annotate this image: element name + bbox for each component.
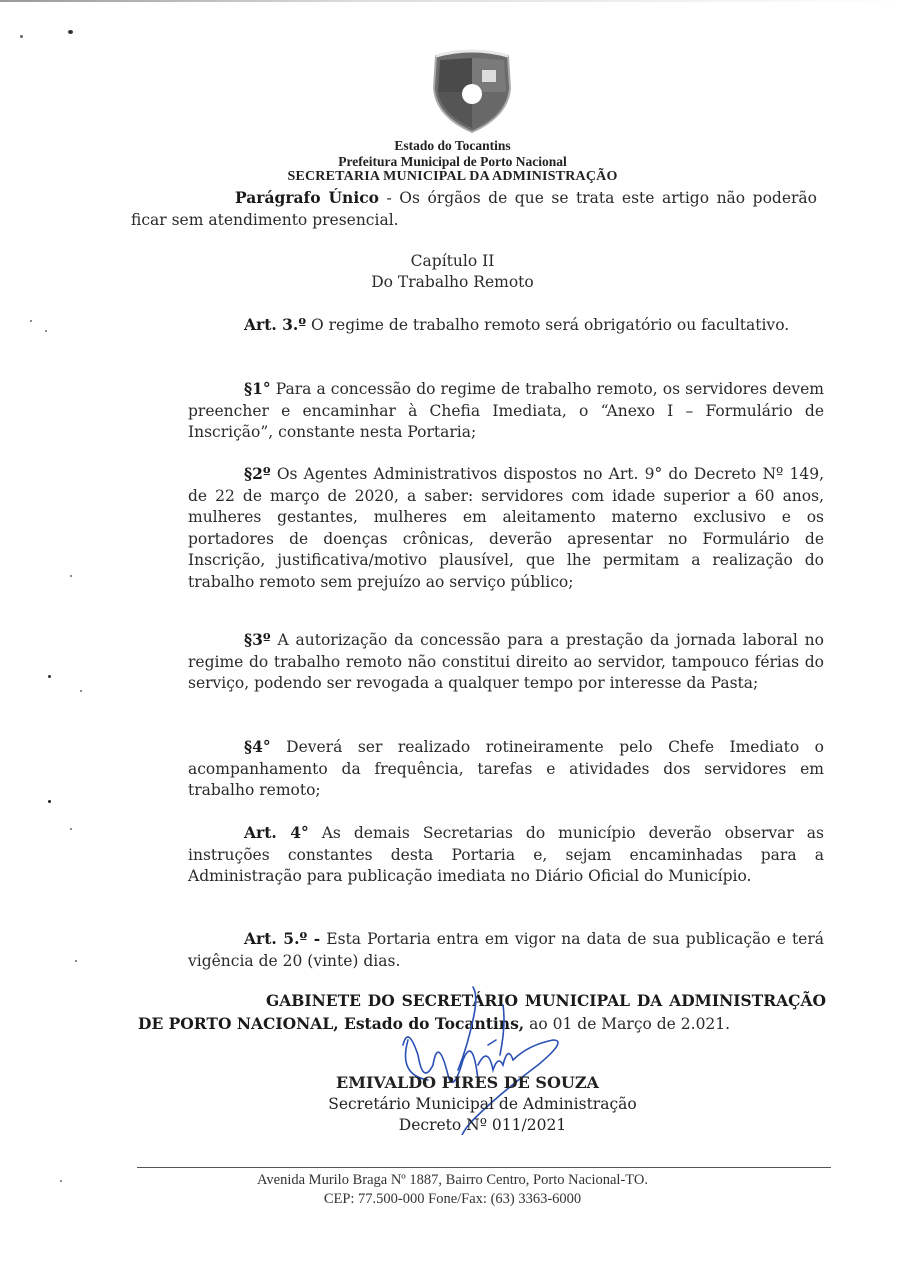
paragraph-2-text: Os Agentes Administrativos dispostos no Art. 9° do Decreto Nº 149, de 22 de março de 2020, a saber: servidores com idade superior a 60 anos, mulheres gestantes, mulheres em aleitamento materno exclusivo e os portadores de doenças crônicas, deverão apresentar no Formulário de Inscrição, justificativa/motivo plausível, que lhe permitam a realização do trabalho remoto sem prejuízo ao serviço público;	[188, 465, 824, 591]
scan-speck	[80, 690, 82, 692]
paragraph-1-text: Para a concessão do regime de trabalho remoto, os servidores devem preencher e encaminhar à Chefia Imediata, o “Anexo I – Formulário de Inscrição”, constante nesta Portaria;	[188, 380, 824, 441]
header-state: Estado do Tocantins	[394, 138, 511, 153]
article-5-text: Esta Portaria entra em vigor na data de sua publicação e terá vigência de 20 (vinte) dias.	[188, 930, 824, 970]
paragraph-3-text: A autorização da concessão para a prestação da jornada laboral no regime do trabalho remoto não constitui direito ao servidor, tampouco férias do serviço, podendo ser revogada a qualquer tempo por interesse da Pasta;	[188, 631, 824, 692]
article-3-text: O regime de trabalho remoto será obrigatório ou facultativo.	[306, 316, 790, 334]
article-5	[188, 928, 824, 972]
paragraph-4	[188, 736, 824, 802]
paragraph-2-label: §2º	[244, 464, 271, 483]
article-4-text: As demais Secretarias do município deverão observar as instruções constantes desta Portaria e, sejam encaminhadas para a Administração para publicação imediata no Diário Oficial do Município.	[188, 824, 824, 885]
paragrafo-unico-text: - Os órgãos de que se trata este artigo não poderão ficar sem atendimento presencial.	[131, 189, 817, 229]
scan-speck	[70, 828, 72, 830]
header-secretariat	[0, 169, 905, 185]
article-4	[188, 822, 824, 888]
paragrafo-unico	[131, 187, 817, 231]
scan-speck	[68, 30, 73, 34]
signatory-role: Secretário Municipal de Administração	[328, 1095, 637, 1113]
paragraph-3	[188, 629, 824, 695]
paragraph-4-text: Deverá ser realizado rotineiramente pelo Chefe Imediato o acompanhamento da frequência, tarefas e atividades dos servidores em trabalho remoto;	[188, 738, 824, 799]
scan-speck	[20, 35, 23, 38]
scan-speck	[48, 675, 51, 678]
closing-statement	[138, 990, 826, 1035]
scan-speck	[48, 800, 51, 803]
signatory-decree: Decreto Nº 011/2021	[398, 1116, 567, 1134]
chapter-title: Do Trabalho Remoto	[371, 273, 534, 291]
scan-speck	[75, 960, 77, 962]
scan-edge-shade	[0, 0, 905, 2]
scan-speck	[70, 575, 72, 577]
paragraph-1-label: §1°	[244, 379, 271, 398]
chapter-number: Capítulo II	[410, 252, 495, 270]
footer-address: Avenida Murilo Braga Nº 1887, Bairro Centro, Porto Nacional-TO.	[257, 1172, 648, 1188]
paragraph-1	[188, 378, 824, 444]
footer-contact: CEP: 77.500-000 Fone/Fax: (63) 3363-6000	[323, 1191, 582, 1207]
article-5-label: Art. 5.º -	[244, 929, 321, 948]
paragrafo-unico-label: Parágrafo Único	[235, 188, 379, 207]
header-prefecture: Prefeitura Municipal de Porto Nacional	[338, 154, 567, 169]
article-3	[188, 314, 824, 337]
signatory-name: EMIVALDO PIRES DE SOUZA	[336, 1073, 599, 1092]
footer-divider	[137, 1167, 831, 1168]
paragraph-2	[188, 463, 824, 593]
paragraph-3-label: §3º	[244, 630, 271, 649]
closing-date: ao 01 de Março de 2.021.	[524, 1014, 731, 1033]
article-3-label: Art. 3.º	[244, 315, 307, 334]
closing-bold: GABINETE DO SECRETÁRIO MUNICIPAL DA ADMINISTRAÇÃO DE PORTO NACIONAL, Estado do Tocantins,	[138, 991, 826, 1033]
paragraph-4-label: §4°	[244, 737, 271, 756]
header-secretariat-text: SECRETARIA MUNICIPAL DA ADMINISTRAÇÃO	[287, 169, 618, 184]
scan-speck	[45, 330, 47, 332]
article-4-label: Art. 4°	[244, 823, 309, 842]
coat-of-arms-icon	[428, 48, 516, 134]
scan-speck	[30, 320, 32, 322]
